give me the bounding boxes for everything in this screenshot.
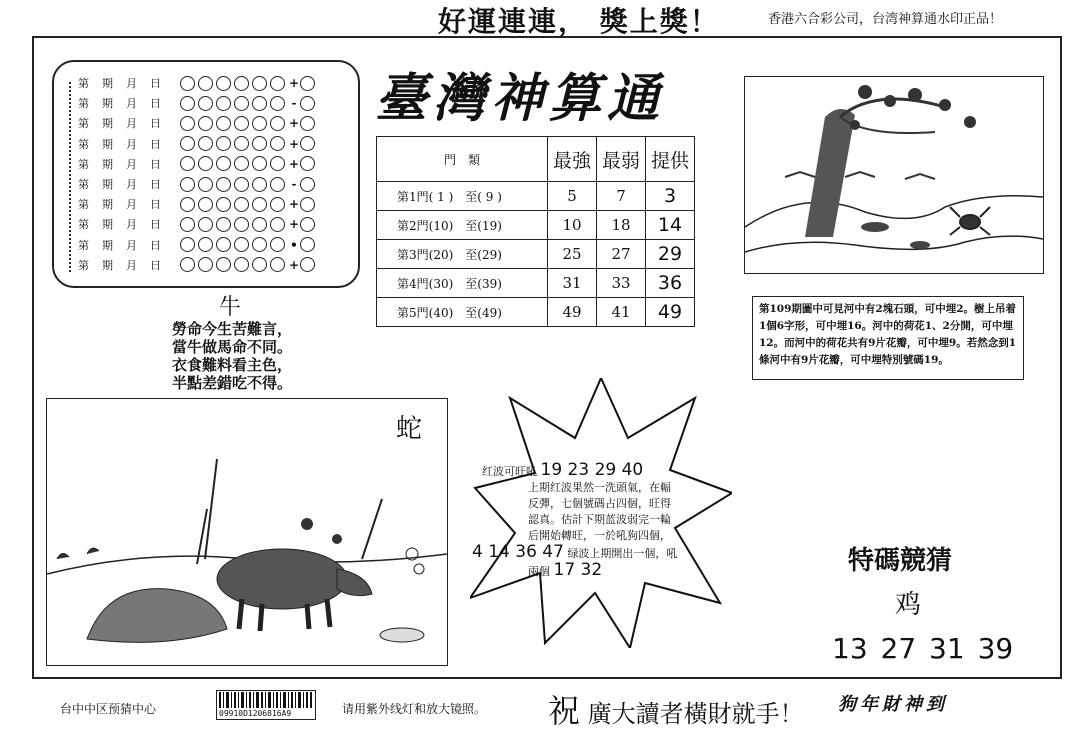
special-ball-circle	[300, 217, 315, 232]
hint-text: 第109期圖中可見河中有2塊石頭，可中埋2。樹上吊着1個6字形，可中埋16。河中的荷花1、2分開，可中埋12。而河中的荷花共有9片花瓣，可中埋9。若然念到1條河中有9片花瓣，可中埋特別號碼19。	[752, 296, 1024, 380]
draw-row-label: 第 期 月 日	[78, 178, 162, 191]
wish-line	[548, 686, 804, 732]
sign-mark: +	[288, 136, 300, 151]
special-ball-circle	[300, 96, 315, 111]
sign-mark: -	[291, 177, 297, 191]
ball-circle	[234, 136, 249, 151]
special-ball-circle	[300, 76, 315, 91]
header-weakest: 最弱	[597, 137, 646, 182]
ball-circle	[270, 197, 285, 212]
provide-cell: 49	[646, 298, 695, 327]
ball-circle	[234, 76, 249, 91]
ball-circle	[180, 217, 195, 232]
ball-circle	[198, 76, 213, 91]
ball-circle	[180, 257, 195, 272]
table-row	[377, 269, 695, 298]
ball-circle	[234, 156, 249, 171]
header-strongest: 最強	[548, 137, 597, 182]
barcode-bars	[217, 691, 315, 709]
page-title: 臺灣神算通	[375, 68, 666, 129]
sign-mark: +	[288, 76, 300, 90]
stats-table	[376, 136, 695, 327]
snake-label: 蛇	[396, 414, 423, 444]
special-ball-circle	[300, 237, 315, 252]
ball-circle	[234, 116, 249, 131]
draw-row	[78, 135, 318, 153]
ball-circle	[180, 136, 195, 151]
special-ball-circle	[300, 136, 315, 151]
special-ball-circle	[300, 156, 315, 171]
ball-circle	[216, 237, 231, 252]
sign-mark: -	[291, 96, 297, 111]
draw-row	[78, 175, 318, 193]
draw-row-label: 第 期 月 日	[78, 198, 162, 212]
sign-mark: +	[288, 197, 300, 212]
star-line-1-text: 红波可旺吼	[482, 465, 537, 478]
ball-circle	[198, 237, 213, 252]
ball-circle	[234, 197, 249, 212]
sign-mark: +	[288, 257, 300, 272]
poem-line: 當牛做馬命不同。	[172, 338, 293, 356]
strongest-cell: 49	[548, 298, 597, 327]
star-line-3-nums: 17 32	[553, 560, 603, 580]
ball-circle	[252, 116, 267, 131]
ball-circle	[216, 136, 231, 151]
star-line-1	[482, 462, 732, 480]
provide-cell: 3	[646, 182, 695, 211]
ball-circle	[270, 217, 285, 232]
special-animal: 鸡	[895, 590, 922, 620]
ball-circle	[216, 257, 231, 272]
draw-row	[78, 74, 318, 92]
star-line-2-nums: 4 14 36 47	[472, 542, 564, 562]
special-ball-circle	[300, 177, 315, 192]
star-line-3	[482, 562, 732, 580]
special-numbers: 13 27 31 39	[832, 632, 1014, 665]
ball-circle	[180, 156, 195, 171]
river-tree-illustration	[744, 76, 1044, 274]
draw-row-label: 第 期 月 日	[78, 218, 162, 232]
ball-circle	[234, 177, 249, 192]
draw-rows-box	[52, 60, 360, 288]
ball-circle	[198, 116, 213, 131]
gate-cell: 第1門( 1 ) 至( 9 )	[377, 182, 548, 211]
weakest-cell: 18	[597, 211, 646, 240]
draw-row	[78, 215, 318, 233]
provide-cell: 36	[646, 269, 695, 298]
draw-row-label: 第 期 月 日	[78, 137, 162, 151]
ball-circle	[216, 76, 231, 91]
ball-circle	[216, 96, 231, 111]
draw-row-label: 第 期 月 日	[78, 157, 162, 171]
ball-circle	[198, 197, 213, 212]
ball-circle	[234, 96, 249, 111]
draw-row	[78, 114, 318, 132]
poem-line: 勞命今生苦難言，	[172, 320, 293, 338]
hk-note: 香港六合彩公司，台湾神算通水印正品！	[768, 12, 1003, 27]
draw-row	[78, 94, 318, 112]
special-ball-circle	[300, 197, 315, 212]
strongest-cell: 10	[548, 211, 597, 240]
weakest-cell: 33	[597, 269, 646, 298]
ball-circle	[252, 136, 267, 151]
star-body-line: 反彈，七個號碼占四個，旺得	[528, 497, 671, 510]
weakest-cell: 41	[597, 298, 646, 327]
ball-circle	[216, 197, 231, 212]
star-text	[472, 460, 732, 580]
ball-circle	[252, 76, 267, 91]
ball-circle	[252, 156, 267, 171]
special-title: 特碼競猜	[848, 546, 953, 576]
draw-row-label: 第 期 月 日	[78, 117, 162, 131]
slogan: 好運連連， 獎上獎！	[438, 5, 720, 38]
draw-row-label: 第 期 月 日	[78, 77, 162, 90]
ball-circle	[252, 257, 267, 272]
wish-big-char: 祝	[548, 692, 581, 730]
poem-line: 半點差錯吃不得。	[172, 374, 293, 392]
ball-circle	[198, 156, 213, 171]
uv-note: 请用紫外线灯和放大镜照。	[342, 702, 487, 716]
ball-circle	[252, 217, 267, 232]
ball-circle	[270, 156, 285, 171]
dog-year-text: 狗年財神到	[838, 694, 948, 715]
ball-circle	[270, 237, 285, 252]
provide-cell: 14	[646, 211, 695, 240]
pig-drawing	[47, 399, 447, 665]
table-row	[377, 182, 695, 211]
ball-circle	[270, 116, 285, 131]
ball-circle	[216, 156, 231, 171]
river-tree-drawing	[745, 77, 1043, 273]
ox-poem	[172, 320, 292, 392]
ball-circle	[252, 96, 267, 111]
star-line-1-nums: 19 23 29 40	[540, 460, 644, 480]
star-line-2-text: 绿波上期開出一個，吼	[567, 547, 678, 560]
pig-illustration	[46, 398, 448, 666]
wish-text: 廣大讀者橫財就手！	[587, 700, 804, 728]
ball-circle	[198, 257, 213, 272]
ball-circle	[252, 237, 267, 252]
draw-row-label: 第 期 月 日	[78, 258, 162, 272]
ball-circle	[270, 257, 285, 272]
dotted-line	[69, 82, 73, 272]
strongest-cell: 25	[548, 240, 597, 269]
table-row	[377, 240, 695, 269]
special-ball-circle	[300, 257, 315, 272]
ball-circle	[216, 116, 231, 131]
ball-circle	[270, 96, 285, 111]
ball-circle	[270, 136, 285, 151]
draw-row-label: 第 期 月 日	[78, 238, 162, 252]
star-line-3-text: 兩個	[528, 565, 550, 578]
strongest-cell: 5	[548, 182, 597, 211]
provide-cell: 29	[646, 240, 695, 269]
star-body-line: 上期红波果然一洗頭氣，在輻	[528, 481, 671, 494]
ball-circle	[252, 197, 267, 212]
weakest-cell: 7	[597, 182, 646, 211]
sign-mark: +	[288, 156, 300, 171]
sign-mark: +	[288, 217, 300, 232]
ball-circle	[252, 177, 267, 192]
gate-cell: 第2門(10) 至(19)	[377, 211, 548, 240]
strongest-cell: 31	[548, 269, 597, 298]
gate-cell: 第3門(20) 至(29)	[377, 240, 548, 269]
star-body-line: 認真。估計下期蓝波弱完一輪	[528, 513, 671, 526]
sign-mark: +	[288, 116, 300, 131]
header-provide: 提供	[646, 137, 695, 182]
draw-row	[78, 256, 318, 274]
ball-circle	[180, 197, 195, 212]
draw-row	[78, 236, 318, 254]
gate-cell: 第5門(40) 至(49)	[377, 298, 548, 327]
draw-row-label: 第 期 月 日	[78, 97, 162, 111]
draw-row	[78, 195, 318, 213]
star-body-line: 后開始轉旺，一於吼狗四個，	[528, 529, 671, 542]
ball-circle	[234, 237, 249, 252]
ball-circle	[234, 257, 249, 272]
table-row	[377, 298, 695, 327]
barcode-number: 09910D1206816A9	[219, 709, 292, 718]
header-gate: 門 類	[377, 137, 548, 182]
table-row	[377, 211, 695, 240]
ball-circle	[198, 217, 213, 232]
ball-circle	[180, 177, 195, 192]
ball-circle	[198, 136, 213, 151]
poem-line: 衣食難料看主色，	[172, 356, 293, 374]
ball-circle	[180, 116, 195, 131]
ball-circle	[198, 177, 213, 192]
draw-row	[78, 155, 318, 173]
ball-circle	[270, 76, 285, 91]
sign-mark: •	[290, 237, 298, 252]
center-name: 台中中区预猜中心	[60, 702, 157, 716]
weakest-cell: 27	[597, 240, 646, 269]
ball-circle	[270, 177, 285, 192]
ball-circle	[180, 76, 195, 91]
ball-circle	[180, 237, 195, 252]
ball-circle	[198, 96, 213, 111]
ball-circle	[180, 96, 195, 111]
ball-circle	[216, 217, 231, 232]
ox-title: 牛	[219, 295, 242, 320]
gate-cell: 第4門(30) 至(39)	[377, 269, 548, 298]
special-ball-circle	[300, 116, 315, 131]
ball-circle	[216, 177, 231, 192]
ball-circle	[234, 217, 249, 232]
